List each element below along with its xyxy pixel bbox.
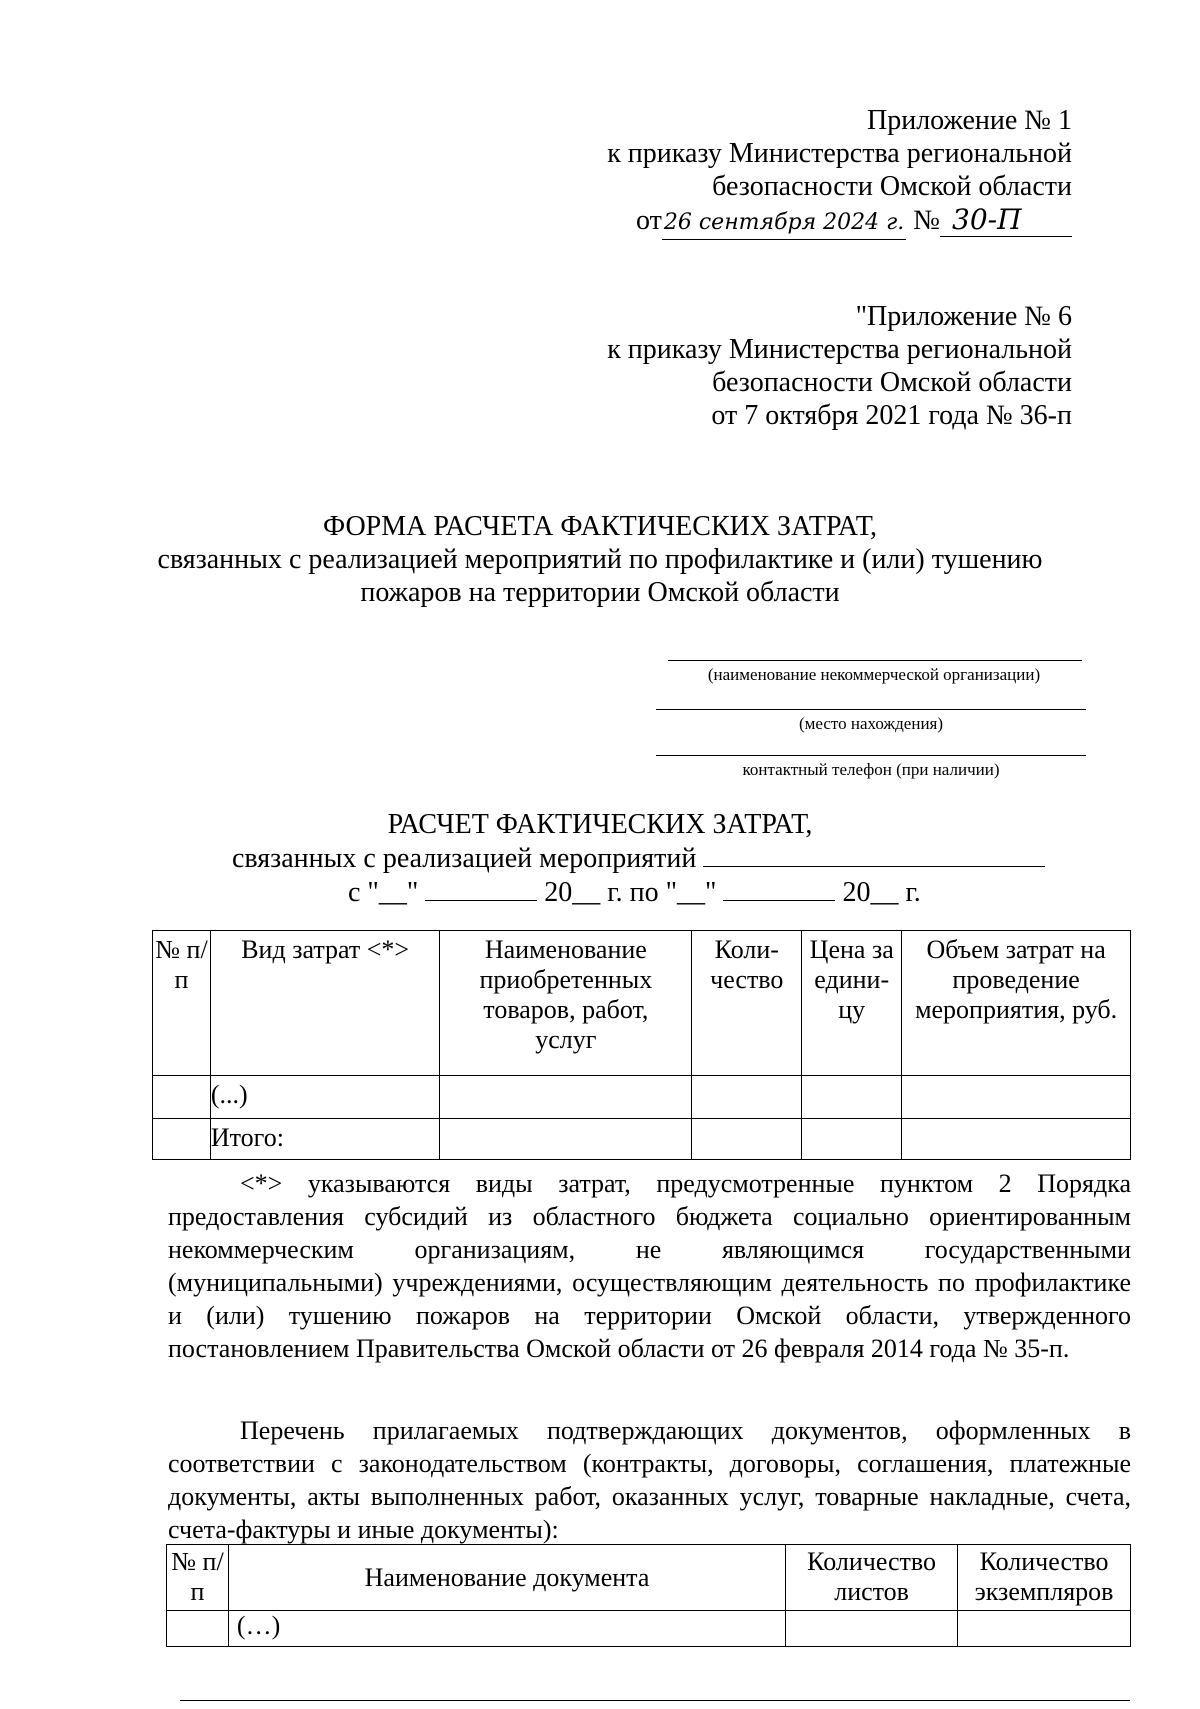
period-to-month-blank xyxy=(723,876,835,901)
from-label: от xyxy=(635,205,662,236)
org-name-line xyxy=(668,660,1082,661)
form-title-sub2: пожаров на территории Омской области xyxy=(360,577,840,608)
table-row xyxy=(167,1611,1131,1647)
cell-total-cost xyxy=(902,1119,1131,1160)
appendix1-title: Приложение № 1 xyxy=(867,105,1072,136)
appendix1-block xyxy=(512,104,1072,240)
appendix6-order-line: к приказу Министерства региональной xyxy=(607,334,1072,365)
cell-unit-price xyxy=(802,1119,902,1160)
appendix6-ministry-line: безопасности Омской области xyxy=(712,367,1072,398)
doc-header-name: Наименование документа xyxy=(228,1545,785,1611)
header-goods-name: Наименование приобретенных товаров, работ, услуг xyxy=(440,931,692,1076)
doc-cell-name: (…) xyxy=(228,1611,785,1647)
doc-cell-copies xyxy=(958,1611,1131,1647)
form-title xyxy=(100,510,1100,609)
events-blank xyxy=(703,842,1045,867)
phone-line xyxy=(656,755,1086,756)
org-name-caption: (наименование некоммерческой организации) xyxy=(707,665,1041,684)
doc-header-sheets: Количество листов xyxy=(786,1545,958,1611)
header-total-cost: Объем затрат на проведение мероприятия, руб. xyxy=(902,931,1131,1076)
costs-header-row xyxy=(153,931,1131,1076)
period-from-month-blank xyxy=(425,876,537,901)
calc-title: РАСЧЕТ ФАКТИЧЕСКИХ ЗАТРАТ, xyxy=(387,809,813,840)
cell-goods-name xyxy=(440,1119,692,1160)
cell-total-cost xyxy=(902,1076,1131,1119)
cell-total-label: Итого: xyxy=(210,1119,440,1160)
form-title-main: ФОРМА РАСЧЕТА ФАКТИЧЕСКИХ ЗАТРАТ, xyxy=(322,511,877,542)
table-row xyxy=(153,1076,1131,1119)
appendix6-date-line: от 7 октября 2021 года № 36-п xyxy=(711,400,1072,431)
header-quantity: Коли-чество xyxy=(692,931,802,1076)
phone-caption: контактный телефон (при наличии) xyxy=(742,760,1000,779)
period-from: с "__" xyxy=(348,877,419,908)
documents-header-row xyxy=(167,1545,1131,1611)
header-cost-type: Вид затрат <*> xyxy=(210,931,440,1076)
appendix1-ministry-line: безопасности Омской области xyxy=(712,171,1072,202)
calc-subtitle xyxy=(232,842,1045,875)
number-label: № xyxy=(913,205,940,236)
documents-intro: Перечень прилагаемых подтверждающих документов, оформленных в соответствии с законодательством (контракты, договоры, соглашения, платежные документы, акты выполненных работ, оказанных услуг, товарные накладные, счета, счета-фактуры и иные документы): xyxy=(168,1416,1131,1544)
form-title-sub1: связанных с реализацией мероприятий по профилактике и (или) тушению xyxy=(157,544,1043,575)
costs-table xyxy=(152,930,1131,1160)
doc-header-number: № п/п xyxy=(167,1545,229,1611)
footnote: <*> указываются виды затрат, предусмотренные пунктом 2 Порядка предоставления субсидий из областного бюджета социально ориентированным некоммерческим организациям, не являющимся государственными (муниципальными) учреждениями, осуществляющим деятельность по профилактике и (или) тушению пожаров на территории Омской области, утвержденного постановлением Правительства Омской области от 26 февраля 2014 года № 35-п. xyxy=(168,1169,1131,1363)
cell-quantity xyxy=(692,1076,802,1119)
bottom-divider xyxy=(180,1700,1130,1701)
period-line xyxy=(348,876,921,909)
doc-header-copies: Количество экземпляров xyxy=(958,1545,1131,1611)
location-caption: (место нахождения) xyxy=(798,714,944,733)
calc-subtitle-text: связанных с реализацией мероприятий xyxy=(232,843,697,874)
table-row-total xyxy=(153,1119,1131,1160)
cell-quantity xyxy=(692,1119,802,1160)
doc-cell-sheets xyxy=(786,1611,958,1647)
handwritten-number: 30-П xyxy=(940,203,1072,237)
appendix6-block xyxy=(512,300,1072,432)
appendix6-title: "Приложение № 6 xyxy=(855,301,1072,332)
header-unit-price: Цена за едини-цу xyxy=(802,931,902,1076)
location-line xyxy=(656,709,1086,710)
cell-number xyxy=(153,1119,211,1160)
period-year1: 20__ г. по "__" xyxy=(544,877,717,908)
doc-cell-number xyxy=(167,1611,229,1647)
cell-goods-name xyxy=(440,1076,692,1119)
cell-cost-type: (...) xyxy=(210,1076,440,1119)
period-year2: 20__ г. xyxy=(842,877,921,908)
appendix1-order-line: к приказу Министерства региональной xyxy=(607,138,1072,169)
cell-unit-price xyxy=(802,1076,902,1119)
appendix1-date-line xyxy=(512,203,1072,240)
documents-table xyxy=(166,1544,1131,1647)
cell-number xyxy=(153,1076,211,1119)
handwritten-date: 26 сентября 2024 г. xyxy=(662,206,906,240)
header-number: № п/п xyxy=(153,931,211,1076)
